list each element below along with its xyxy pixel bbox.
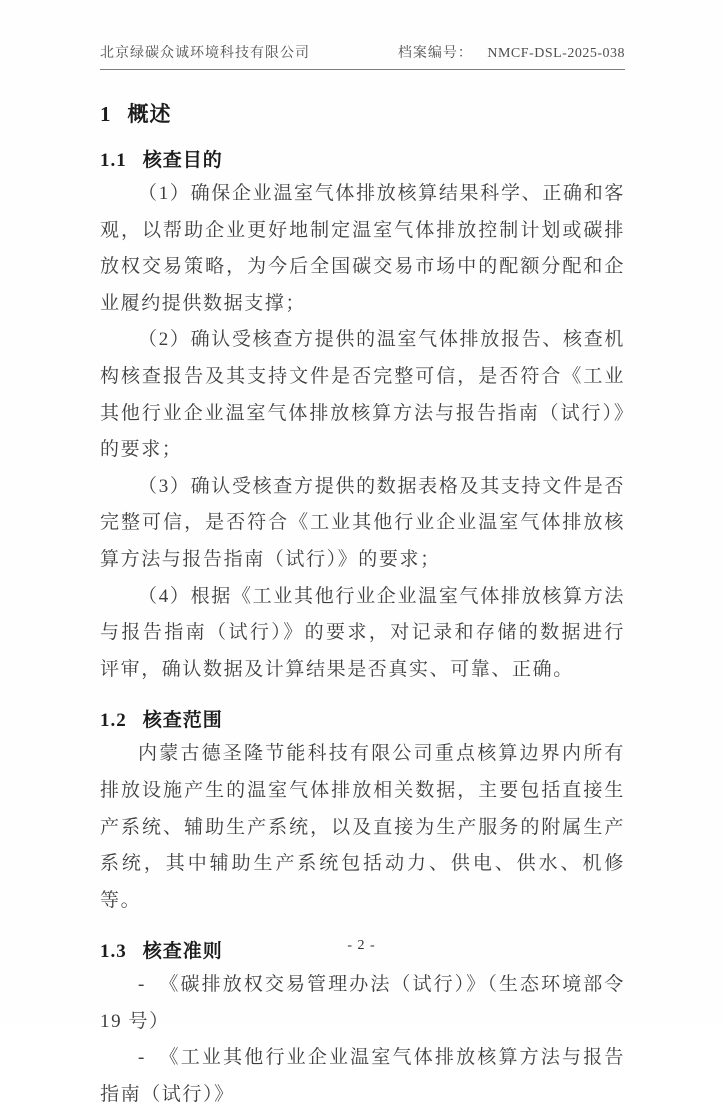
section-heading-verification-scope (100, 705, 625, 732)
paragraph-purpose-3: （3）确认受核查方提供的数据表格及其支持文件是否完整可信，是否符合《工业其他行业企业温室气体排放核算方法与报告指南（试行）》的要求； (100, 475, 625, 570)
section-number: 1 (100, 102, 112, 126)
paragraph-purpose-2: （2）确认受核查方提供的温室气体排放报告、核查机构核查报告及其支持文件是否完整可信，是否符合《工业其他行业企业温室气体排放核算方法与报告指南（试行）》的要求； (100, 329, 625, 461)
paragraph-scope: 内蒙古德圣隆节能科技有限公司重点核算边界内所有排放设施产生的温室气体排放相关数据，主要包括直接生产系统、辅助生产系统，以及直接为生产服务的附属生产系统，其中辅助生产系统包括动力、供电、供水、机修等。 (100, 743, 625, 911)
header-archive (398, 42, 625, 62)
section-heading-verification-purpose (100, 145, 625, 172)
section-number: 1.1 (100, 150, 127, 171)
criteria-list-item (100, 967, 625, 1040)
section-title: 核查范围 (142, 710, 223, 732)
document-content (100, 98, 625, 1114)
page-number: - 2 - (347, 938, 376, 953)
archive-label: 档案编号： (397, 46, 473, 61)
list-dash: - (138, 1047, 146, 1069)
paragraph-purpose-4: （4）根据《工业其他行业企业温室气体排放核算方法与报告指南（试行）》的要求，对记录和存储的数据进行评审，确认数据及计算结果是否真实、可靠、正确。 (100, 585, 625, 680)
section-title: 概述 (127, 102, 172, 126)
header-company-name: 北京绿碳众诚环境科技有限公司 (100, 46, 310, 61)
section-title: 核查准则 (142, 941, 223, 963)
list-item-text: 《工业其他行业企业温室气体排放核算方法与报告指南（试行）》 (100, 1047, 625, 1106)
section-number: 1.3 (100, 941, 127, 963)
page-header (100, 42, 625, 70)
section-title: 核查目的 (142, 150, 223, 171)
list-item-text: 《碳排放权交易管理办法（试行）》（生态环境部令 19 号） (100, 974, 625, 1032)
criteria-list-item (100, 1040, 625, 1113)
section-heading-overview (100, 98, 625, 128)
list-dash: - (138, 974, 146, 996)
archive-number: NMCF-DSL-2025-038 (487, 46, 625, 61)
paragraph-purpose-1: （1）确保企业温室气体排放核算结果科学、正确和客观，以帮助企业更好地制定温室气体排放控制计划或碳排放权交易策略，为今后全国碳交易市场中的配额分配和企业履约提供数据支撑； (100, 183, 625, 314)
section-number: 1.2 (100, 710, 127, 732)
